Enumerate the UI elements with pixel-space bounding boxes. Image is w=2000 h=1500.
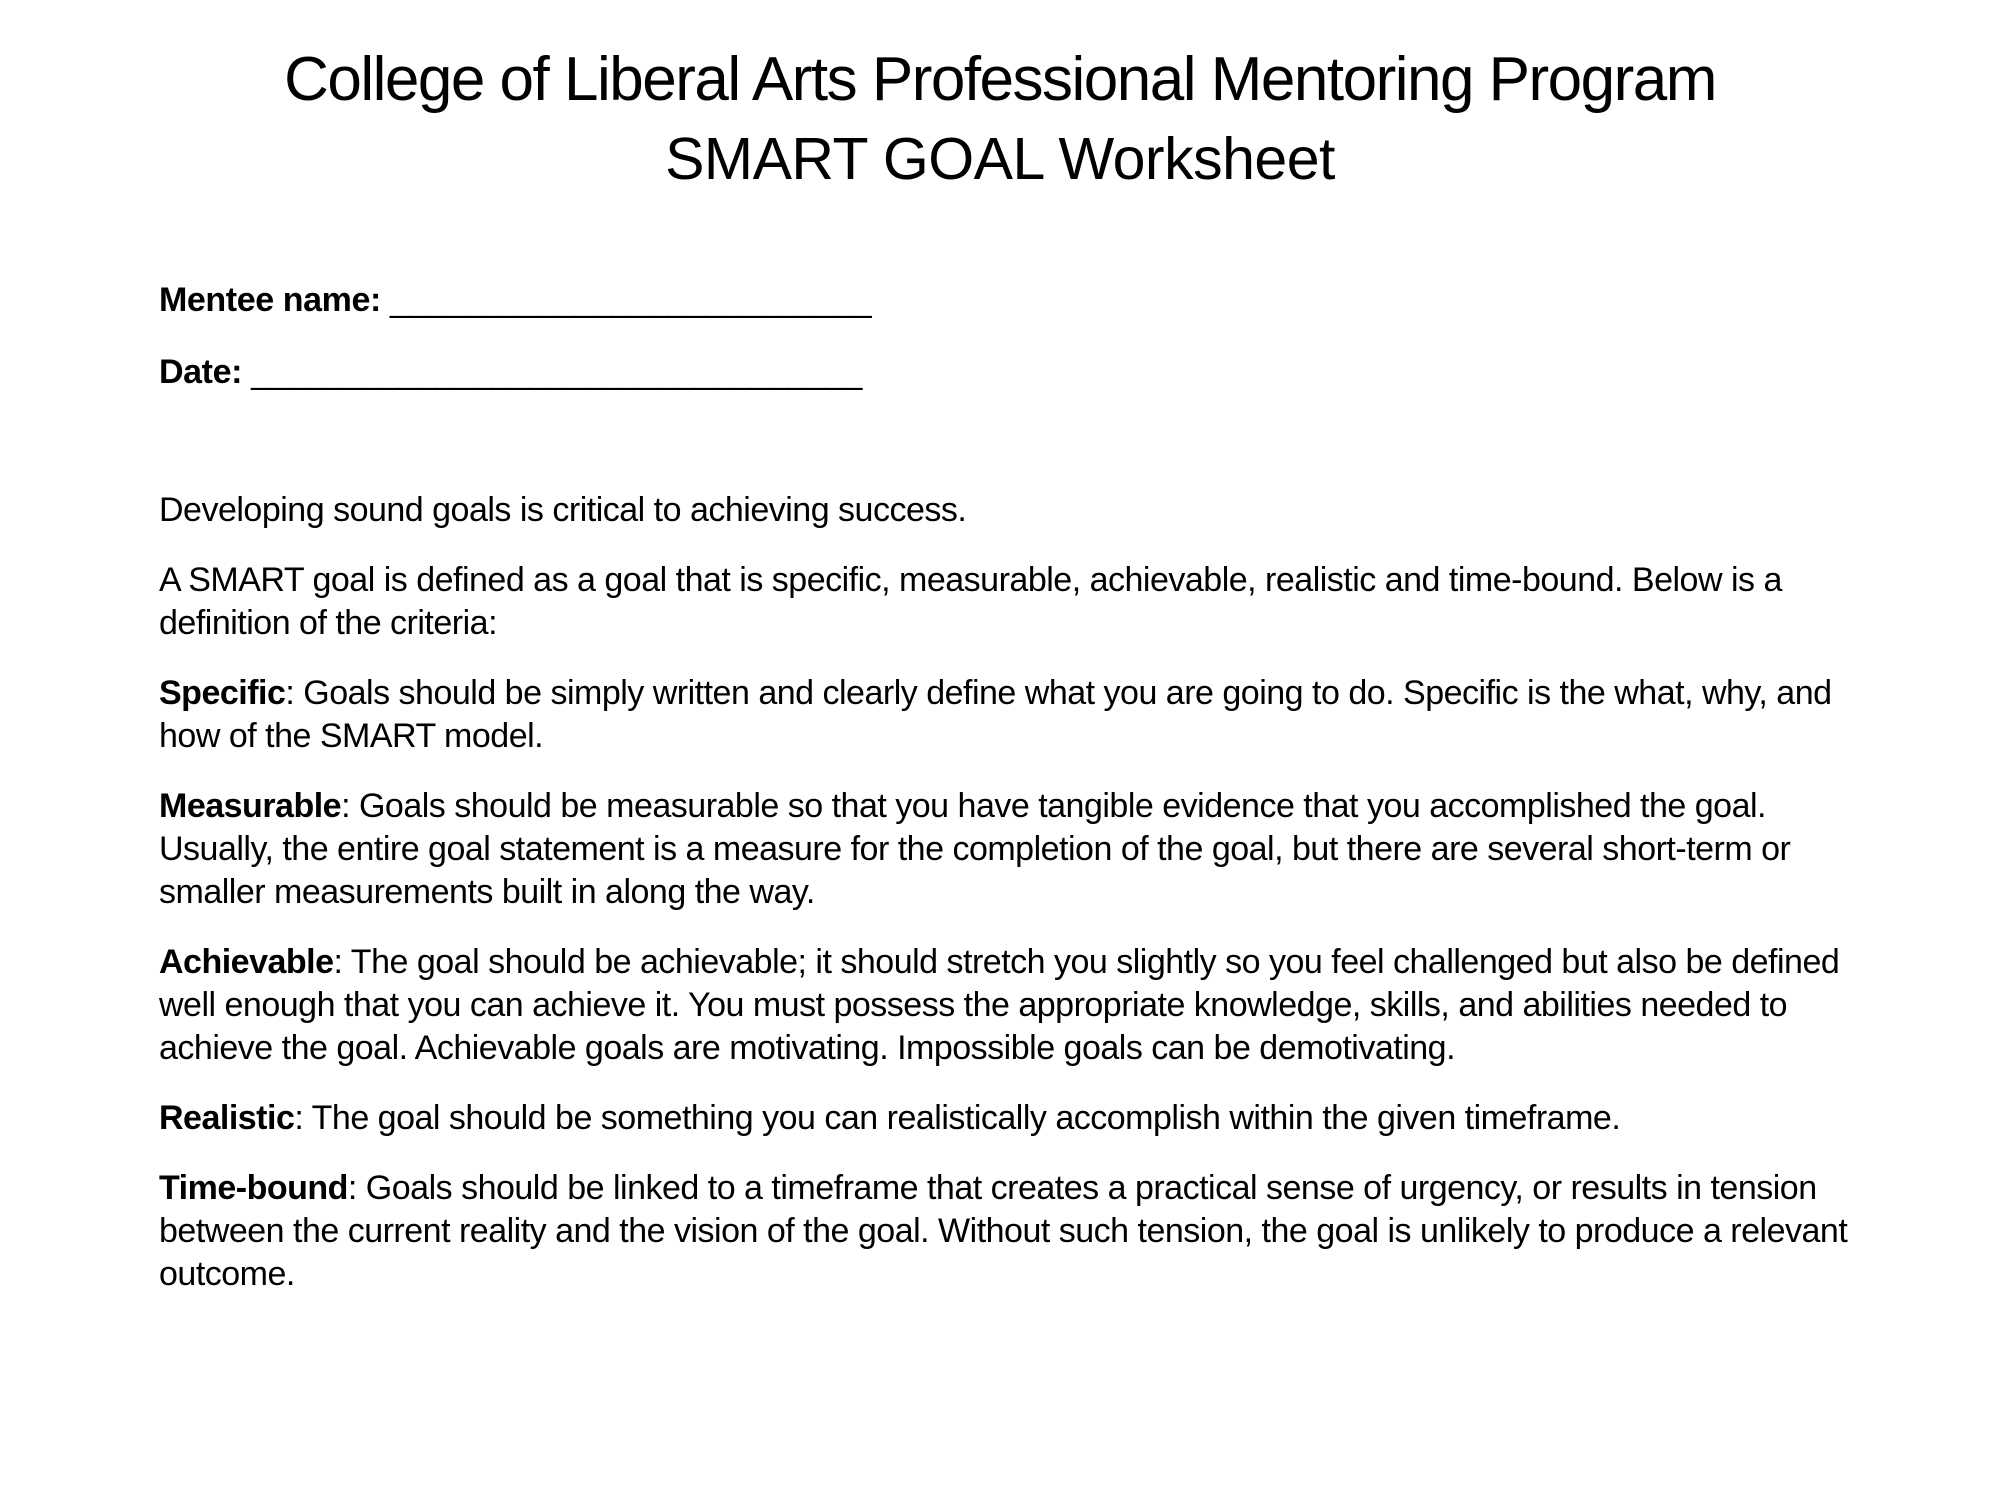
- mentee-name-blank-line[interactable]: __________________________: [389, 281, 872, 319]
- intro-paragraph: Developing sound goals is critical to achieving success.: [159, 491, 967, 529]
- criterion-description: : Goals should be linked to a timeframe that creates a practical sense of urgency, or results in tension between the current reality and the vision of the goal. Without such tension, the goal is unlikely to produce a relevant outcome.: [159, 1169, 1848, 1293]
- criterion-realistic: [159, 1097, 1879, 1140]
- criterion-term: Realistic: [159, 1099, 295, 1137]
- criterion-achievable: [159, 941, 1879, 1070]
- date-blank-line[interactable]: _________________________________: [251, 353, 862, 391]
- criterion-description: : Goals should be simply written and clearly define what you are going to do. Specific is the what, why, and how of the SMART model.: [159, 674, 1832, 755]
- page-subtitle: SMART GOAL Worksheet: [665, 126, 1335, 192]
- criterion-term: Specific: [159, 674, 286, 712]
- criterion-term: Achievable: [159, 943, 334, 981]
- worksheet-body: [159, 489, 1879, 1323]
- criterion-description: : The goal should be something you can realistically accomplish within the given timeframe.: [294, 1099, 1621, 1137]
- criterion-specific: [159, 672, 1879, 758]
- mentee-name-field[interactable]: [159, 278, 871, 322]
- date-label: Date:: [159, 353, 252, 391]
- criterion-description: : Goals should be measurable so that you have tangible evidence that you accomplished the goal. Usually, the entire goal statement is a measure for the completion of the goal, but there are several short-term or smaller measurements built in along the way.: [159, 787, 1791, 911]
- criterion-term: Time-bound: [159, 1169, 348, 1207]
- page-header: [0, 40, 2000, 198]
- criterion-description: : The goal should be achievable; it should stretch you slightly so you feel challenged but also be defined well enough that you can achieve it. You must possess the appropriate knowledge, skills, and abilities needed to achieve the goal. Achievable goals are motivating. Impossible goals can be demotivating.: [159, 943, 1840, 1067]
- criterion-measurable: [159, 785, 1879, 914]
- mentee-name-label: Mentee name:: [159, 281, 390, 319]
- smart-definition-paragraph: A SMART goal is defined as a goal that is specific, measurable, achievable, realistic and time-bound. Below is a definition of the criteria:: [159, 561, 1782, 642]
- criterion-time-bound: [159, 1167, 1879, 1296]
- page-title: College of Liberal Arts Professional Mentoring Program: [284, 45, 1716, 114]
- date-field[interactable]: [159, 350, 862, 394]
- criterion-term: Measurable: [159, 787, 342, 825]
